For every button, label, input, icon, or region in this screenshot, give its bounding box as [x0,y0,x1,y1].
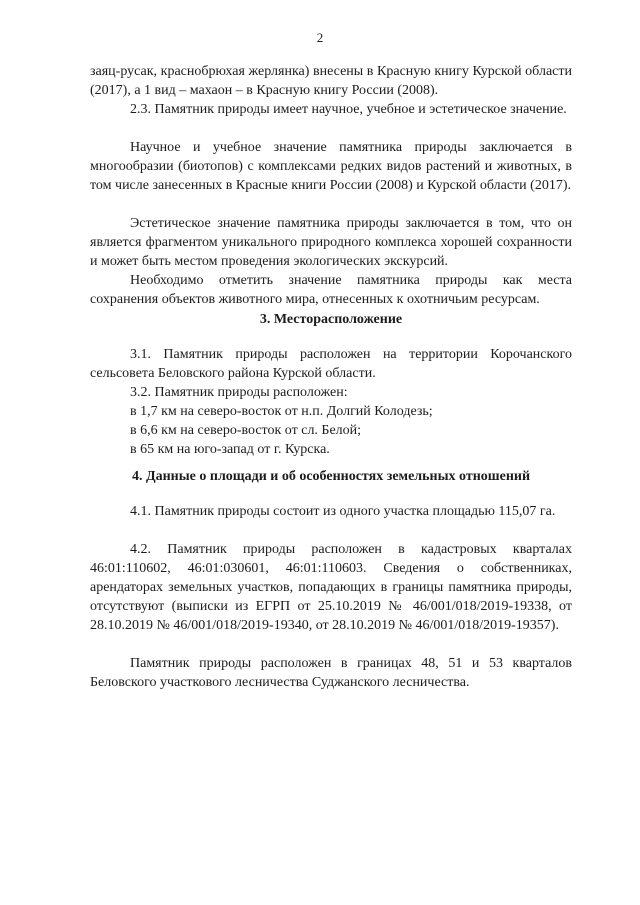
paragraph-scientific-value: Научное и учебное значение памятника природы заключается в многообразии (биотопов) с комплексами редких видов растений и животных, в том числе занесенных в Красные книги России (2008) и Курской области (2017). [90,140,572,193]
paragraph-2-3: 2.3. Памятник природы имеет научное, учебное и эстетическое значение. [130,102,567,117]
section-4-heading: 4. Данные о площади и об особенностях земельных отношений [131,469,531,484]
location-line: в 65 км на юго-запад от г. Курска. [130,442,330,457]
page-number: 2 [316,30,324,45]
paragraph-red-book: заяц-русак, краснобрюхая жерлянка) внесены в Красную книгу Курской области (2017), а 1 вид – махаон – в Красную книгу России (2008). [90,64,572,98]
location-line: в 1,7 км на северо-восток от н.п. Долгий Колодезь; [130,404,433,419]
paragraph-4-2: 4.2. Памятник природы расположен в кадастровых кварталах 46:01:110602, 46:01:030601, 46:01:110603. Сведения о собственниках, арендаторах земельных участков, попадающих в границы памятника природы, отсутствуют (выписки из ЕГРП от 25.10.2019 № 46/001/018/2019-19338, от 28.10.2019 № 46/001/018/2019-19340, от 28.10.2019 № 46/001/018/2019-19357). [90,542,572,633]
location-line: в 6,6 км на северо-восток от сл. Белой; [130,423,362,438]
section-3-heading: 3. Месторасположение [259,312,403,327]
paragraph-forestry: Памятник природы расположен в границах 48, 51 и 53 кварталов Беловского участкового лесничества Суджанского лесничества. [90,656,572,690]
paragraph-3-1: 3.1. Памятник природы расположен на территории Корочанского сельсовета Беловского района Курской области. [90,347,572,381]
paragraph-3-2: 3.2. Памятник природы расположен: [130,385,348,400]
paragraph-hunting-resources: Необходимо отметить значение памятника природы как места сохранения объектов животного мира, отнесенных к охотничьим ресурсам. [90,273,572,307]
paragraph-aesthetic-value: Эстетическое значение памятника природы заключается в том, что он является фрагментом уникального природного комплекса хорошей сохранности и может быть местом проведения экологических экскурсий. [90,216,572,269]
paragraph-4-1: 4.1. Памятник природы состоит из одного участка площадью 115,07 га. [130,504,556,519]
